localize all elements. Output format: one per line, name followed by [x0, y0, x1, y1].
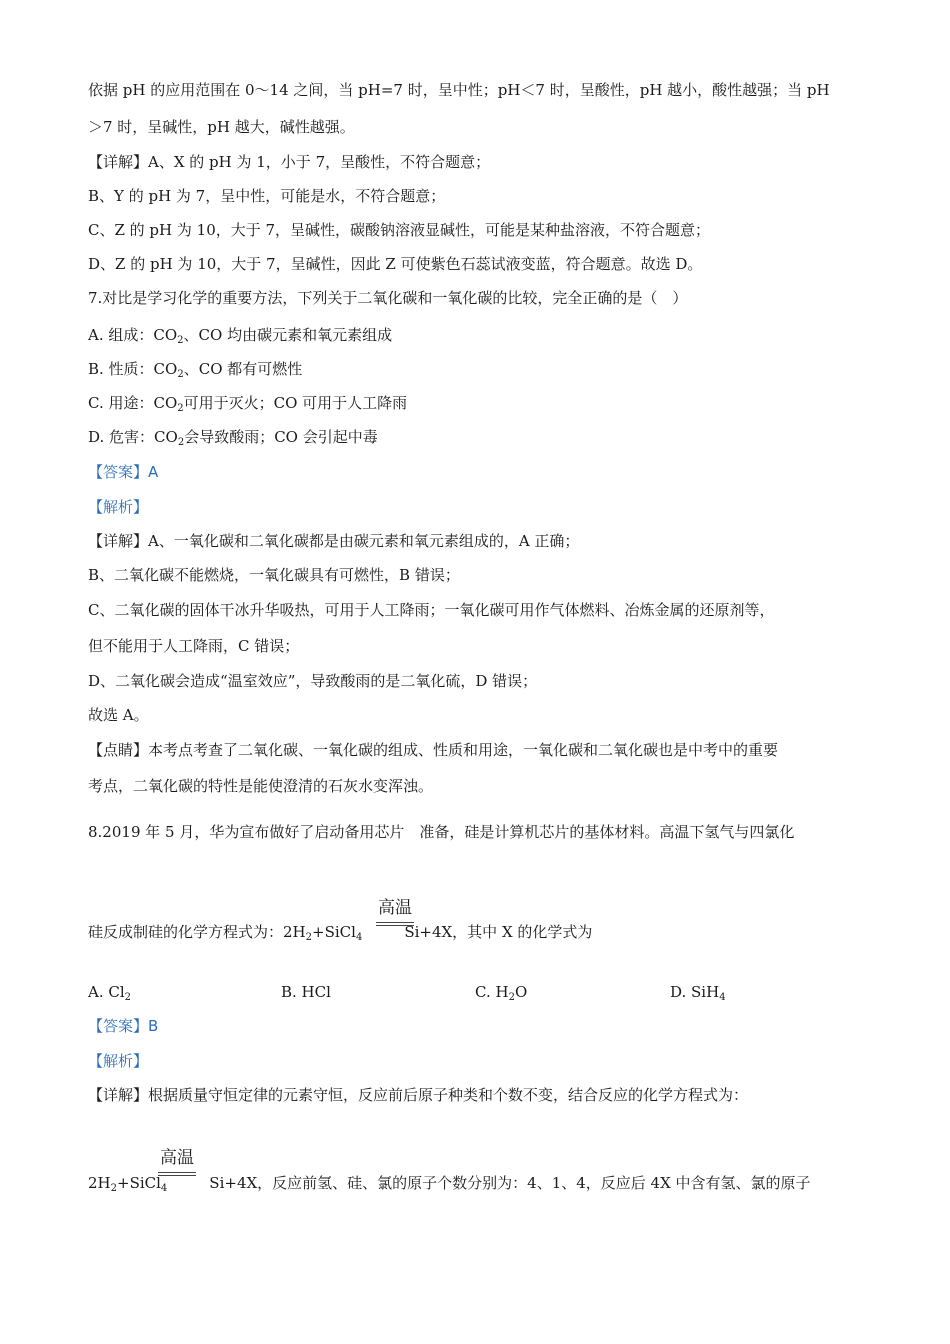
subscript: 2 — [110, 1183, 117, 1194]
reaction-condition: 高温 — [378, 898, 412, 918]
subscript: 4 — [355, 932, 363, 943]
q6-text-line-1: 依据 pH 的应用范围在 0～14 之间，当 pH=7 时，呈中性；pH＜7 时，呈酸性，pH 越小，酸性越强；当 pH — [88, 81, 830, 99]
q7-option-a-pre: A. 组成：CO — [88, 326, 178, 344]
subscript: 2 — [177, 437, 185, 448]
q7-option-a — [88, 325, 392, 351]
q6-detail-d: D、Z 的 pH 为 10，大于 7，呈碱性，因此 Z 可使紫色石蕊试液变蓝，符合题意。故选 D。 — [88, 255, 703, 273]
q8-stem-line-2 — [88, 922, 592, 948]
subscript: 4 — [160, 1183, 168, 1194]
q8-option-d-pre: D. SiH — [670, 983, 720, 1001]
subscript: 2 — [305, 932, 313, 943]
q6-detail-b: B、Y 的 pH 为 7，呈中性，可能是水，不符合题意； — [88, 187, 446, 205]
q6-detail-a: 【详解】A、X 的 pH 为 1，小于 7，呈酸性，不符合题意； — [88, 153, 491, 171]
q8-eq-reactant-h: 2H — [88, 1174, 111, 1192]
q7-option-c — [88, 393, 407, 419]
q7-detail-1: 【详解】A、一氧化碳和二氧化碳都是由碳元素和氧元素组成的，A 正确； — [88, 532, 580, 550]
subscript: 2 — [124, 992, 132, 1003]
q8-stem-line-1: 8.2019 年 5 月，华为宣布做好了启动备用芯片 准备，硅是计算机芯片的基体材料。高温下氢气与四氯化 — [88, 823, 795, 841]
q7-detail-6: 故选 A。 — [88, 706, 149, 724]
q7-option-d-pre: D. 危害：CO — [88, 428, 178, 446]
q6-text-line-2: ＞7 时，呈碱性，pH 越大，碱性越强。 — [88, 118, 355, 136]
q8-answer: 【答案】B — [88, 1017, 159, 1035]
q7-remark-2: 考点，二氧化碳的特性是能使澄清的石灰水变浑浊。 — [88, 777, 434, 795]
q7-detail-5: D、二氧化碳会造成“温室效应”，导致酸雨的是二氧化硫，D 错误； — [88, 672, 538, 690]
q7-answer: 【答案】A — [88, 463, 159, 481]
q7-option-d-post: 会导致酸雨；CO 会引起中毒 — [184, 428, 378, 446]
q8-option-d — [670, 982, 726, 1008]
q7-remark-1: 【点睛】本考点考查了二氧化碳、一氧化碳的组成、性质和用途，一氧化碳和二氧化碳也是中考中的重要 — [88, 741, 779, 759]
q8-option-c-post: O — [514, 983, 528, 1001]
q8-option-c-pre: C. H — [475, 983, 509, 1001]
q7-analysis-label: 【解析】 — [88, 498, 149, 516]
subscript: 2 — [177, 369, 184, 380]
q7-stem: 7.对比是学习化学的重要方法，下列关于二氧化碳和一氧化碳的比较，完全正确的是（ ） — [88, 289, 688, 307]
q7-option-d — [88, 427, 378, 453]
q8-option-a-pre: A. Cl — [88, 983, 125, 1001]
q8-equation-reactant-h: 硅反成制硅的化学方程式为：2H — [88, 923, 306, 941]
q7-option-b — [88, 359, 302, 385]
subscript: 2 — [177, 403, 184, 414]
q8-equation-products: Si+4X，其中 X 的化学式为 — [404, 923, 593, 941]
subscript: 2 — [177, 335, 184, 346]
q8-detail-equation — [88, 1173, 811, 1199]
q7-option-b-post: 、CO 都有可燃性 — [183, 360, 303, 378]
q8-eq-products: Si+4X，反应前氢、硅、氯的原子个数分别为：4、1、4，反应后 4X 中含有氢、氯的原子 — [209, 1174, 811, 1192]
q8-option-c — [475, 982, 527, 1008]
q8-option-a — [88, 982, 131, 1008]
q7-option-b-pre: B. 性质：CO — [88, 360, 178, 378]
q7-option-c-pre: C. 用途：CO — [88, 394, 178, 412]
q8-eq-reactant-sicl: +SiCl — [117, 1174, 161, 1192]
q8-detail-1: 【详解】根据质量守恒定律的元素守恒，反应前后原子种类和个数不变，结合反应的化学方程式为： — [88, 1086, 749, 1104]
q7-option-c-post: 可用于灭火；CO 可用于人工降雨 — [183, 394, 408, 412]
q7-option-a-post: 、CO 均由碳元素和氧元素组成 — [183, 326, 393, 344]
q8-analysis-label: 【解析】 — [88, 1052, 149, 1070]
subscript: 4 — [719, 992, 726, 1003]
q8-option-b: B. HCl — [281, 983, 331, 1001]
subscript: 2 — [508, 992, 515, 1003]
reaction-condition: 高温 — [160, 1148, 194, 1168]
q7-detail-4: 但不能用于人工降雨，C 错误； — [88, 637, 300, 655]
q7-detail-3: C、二氧化碳的固体干冰升华吸热，可用于人工降雨；一氧化碳可用作气体燃料、冶炼金属的还原剂等， — [88, 601, 775, 619]
q8-equation-reactant-sicl: +SiCl — [312, 923, 356, 941]
q6-detail-c: C、Z 的 pH 为 10，大于 7，呈碱性，碳酸钠溶液显碱性，可能是某种盐溶液，不符合题意； — [88, 221, 711, 239]
q7-detail-2: B、二氧化碳不能燃烧，一氧化碳具有可燃性，B 错误； — [88, 566, 460, 584]
